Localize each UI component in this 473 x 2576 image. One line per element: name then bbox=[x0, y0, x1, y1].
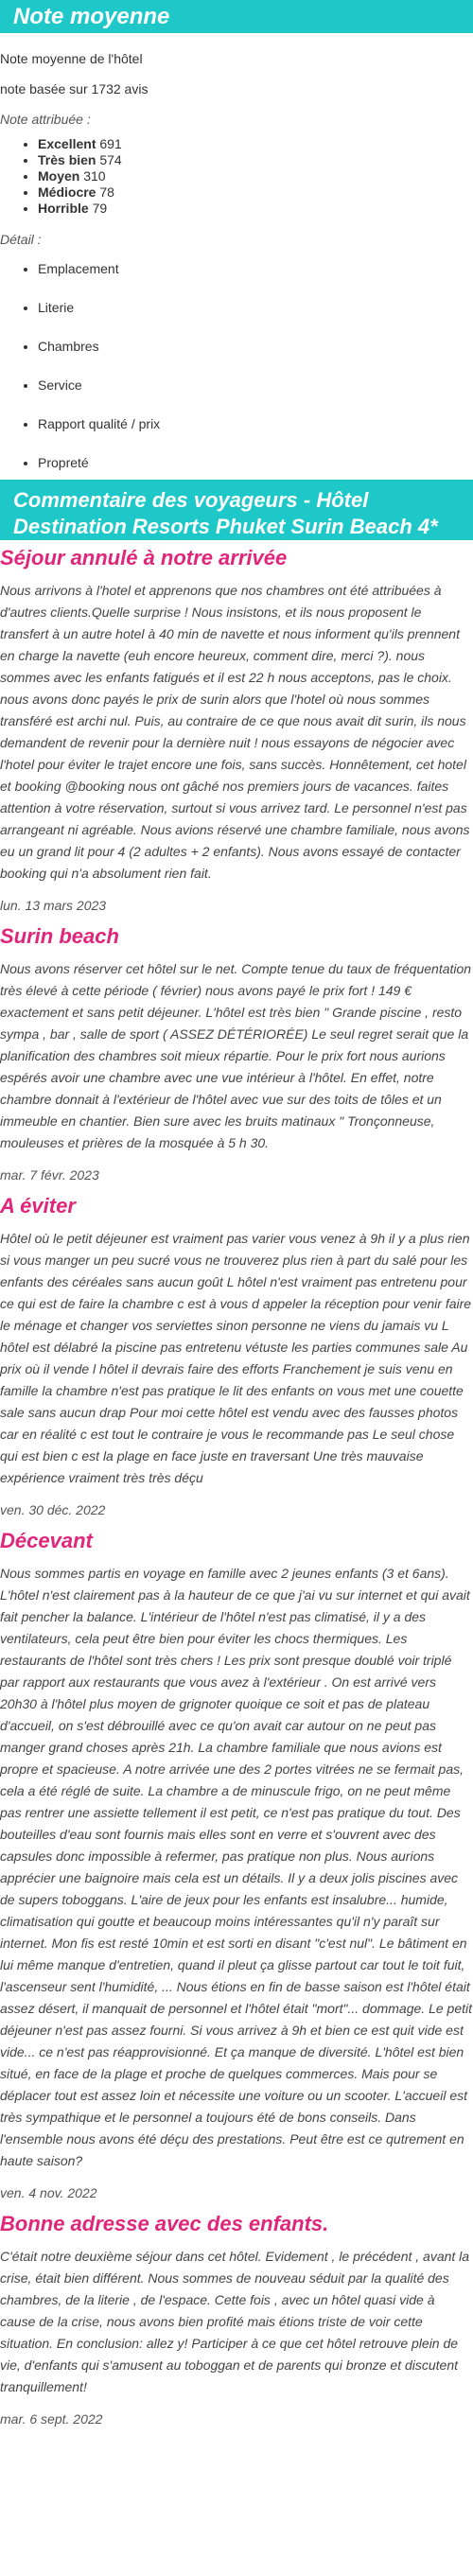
review-title: Décevant bbox=[0, 1529, 93, 1552]
review-body: Hôtel où le petit déjeuner est vraiment pas varier vous venez à 9h il y a plus rien si vous manger un peu sucré vous ne trouverez plus rien à part du salé pour les enfants des céréales sans aucun goût L hôtel n'est vraiment pas entretenu pour ce qui est de faire la chambre c est à vous d appeler la réception pour venir faire le ménage et changer vos serviettes sinon personne ne viens du jamais vu L hôtel est délabré la piscine pas entretenu vétuste les parties communes sale Au prix où il vende l hôtel il devrais faire des efforts Franchement je suis venu en famille la chambre n'est pas pratique le lit des enfants on vous met une couette sale sans aucun drap Pour moi cette hôtel est vendu avec des fausses photos car en réalité c est tout le contraire je vous le recommande pas Le seul chose qui est bien c est la plage en face juste en traversant Une très mauvaise expérience vraiment très très déçu bbox=[0, 1231, 472, 1485]
review-title: Séjour annulé à notre arrivée bbox=[0, 546, 288, 570]
detail-item: • Chambres bbox=[38, 336, 473, 358]
note-section bbox=[0, 33, 473, 474]
attributed-label: Note attribuée : bbox=[0, 112, 91, 127]
rating-label: Très bien bbox=[38, 152, 96, 167]
review-date: mar. 6 sept. 2022 bbox=[0, 2411, 103, 2427]
rating-count: 78 bbox=[99, 184, 114, 200]
review-body: Nous arrivons à l'hotel et apprenons que nos chambres ont été attribuées à d'autres clients.Quelle surprise ! Nous insistons, et ils nous proposent le transfert à un autre hotel à 40 min de navette et nous informent qu'ils prennent en charge la navette (euh encore heureux, comment dire, merci ?). nous sommes avec les enfants fatigués et il est 22 h nous acceptons, pas le choix. nous avons donc payés le prix de surin alors que l'hotel où nous sommes transféré est archi nul. Puis, au contraire de ce que nous avait dit surin, ils nous demandent de revenir pour la dernière nuit ! nous essayons de négocier avec l'hotel pour éviter le trajet encore une fois, sans succès. Honnêtement, cet hotel et booking @booking nous ont gâché nos premiers jours de vacances. faites attention à votre réservation, surtout si vous arrivez tard. Le personnel n'est pas arrangeant ni agréable. Nous avions réservé une chambre familiale, nous avons eu un grand lit pour 4 (2 adultes + 2 enfants). Nous avons essayé de contacter booking qui n'a absolument rien fait. bbox=[0, 583, 470, 881]
rating-item bbox=[38, 201, 473, 217]
note-header: Note moyenne bbox=[13, 4, 170, 29]
review-body: C'était notre deuxième séjour dans cet hôtel. Evidement , le précédent , avant la crise, était bien différent. Nous sommes de nouveau séduit par la qualité des chambres, de la literie , de l'espace. Cette fois , avec un hôtel quasi vide à cause de la crise, nous avons bien profité mais étions triste de voir cette situation. En conclusion: allez y! Participer à ce que cet hôtel retrouve plein de vie, d'enfants qui s'amusent au toboggan et de parents qui bronze et discutent tranquillement! bbox=[0, 2249, 470, 2394]
rating-label: Moyen bbox=[38, 168, 80, 184]
detail-list bbox=[0, 258, 473, 474]
rating-label: Excellent bbox=[38, 136, 96, 151]
detail-item: • Service bbox=[38, 375, 473, 396]
review-title: Bonne adresse avec des enfants. bbox=[0, 2212, 329, 2235]
review-body: Nous sommes partis en voyage en famille avec 2 jeunes enfants (3 et 6ans). L'hôtel n'est clairement pas à la hauteur de ce que j'ai vu sur internet et qui avait fait pencher la balance. L'intérieur de l'hôtel n'est pas climatisé, il y a des ventilateurs, cela peut être bien pour éviter les chocs thermiques. Les restaurants de l'hôtel sont très chers ! Les prix sont presque doublé voir triplé par rapport aux restaurants que vous avez à l'extérieur . On est arrivé vers 20h30 à l'hôtel plus moyen de grignoter quoique ce soit et pas de plateau d'accueil, on s'est débrouillé avec ce qu'on avait car autour on ne peut pas manger grand choses après 21h. La chambre familiale que nous avions est propre et spacieuse. A notre arrivée une des 2 portes vitrées ne se fermait pas, cela a été réglé de suite. La chambre a de minuscule frigo, on ne peut même pas rentrer une assiette tellement il est petit, ce n'est pas pratique du tout. Des bouteilles d'eau sont fournis mais elles sont en verre et s'ouvrent avec des capsules donc impossible à refermer, pas pratique non plus. Nous aurions apprécier une baignoire mais cela est un détails. Il y a deux jolis piscines avec de supers toboggans. L'aire de jeux pour les enfants est insalubre... humide, climatisation qui goutte et beaucoup moins intéressantes qu'il n'y paraît sur internet. Mon fis est resté 10min et est sorti en disant "c'est nul". Le bâtiment en lui même manque d'entretien, quand il pleut ça glisse partout car tout le toit fuit, l'ascenseur sent l'humidité, ... Nous étions en fin de basse saison est l'hôtel était assez désert, il manquait de personnel et l'hôtel était "mort"... dommage. Le petit déjeuner n'est pas assez fourni. Si vous arrivez à 9h et bien ce est quit vide est vide... ce n'est pas réapprovisionné. Et ça manque de diversité. L'hôtel est bien situé, en face de la plage et proche de quelques commerces. Mais pour se déplacer tout est assez loin et nécessite une voiture ou un scooter. L'accueil est très sympathique et le personnel a toujours été de bons conseils. Dans l'ensemble nous avons été déçu des prestations. Peut être est ce qutrement en haute saison? bbox=[0, 1566, 472, 2168]
rating-label: Horrible bbox=[38, 201, 89, 216]
detail-item: • Rapport qualité / prix bbox=[38, 413, 473, 435]
rating-label: Médiocre bbox=[38, 184, 96, 200]
review-date: ven. 30 déc. 2022 bbox=[0, 1502, 106, 1517]
review-title: Surin beach bbox=[0, 924, 119, 948]
review-card bbox=[0, 2210, 473, 2430]
based-on-text: note basée sur 1732 avis bbox=[0, 81, 149, 96]
rating-item bbox=[38, 184, 473, 201]
review-card bbox=[0, 1527, 473, 2204]
ratings-list bbox=[0, 136, 473, 217]
review-title: A éviter bbox=[0, 1194, 76, 1218]
review-card bbox=[0, 544, 473, 917]
review-card bbox=[0, 1192, 473, 1521]
rating-item bbox=[38, 152, 473, 168]
review-card bbox=[0, 922, 473, 1186]
detail-label: Détail : bbox=[0, 232, 42, 247]
rating-item bbox=[38, 168, 473, 184]
review-date: mar. 7 févr. 2023 bbox=[0, 1167, 99, 1183]
comments-header-band bbox=[0, 480, 473, 540]
review-date: lun. 13 mars 2023 bbox=[0, 898, 107, 913]
rating-item bbox=[38, 136, 473, 152]
detail-item: • Propreté bbox=[38, 452, 473, 474]
rating-count: 310 bbox=[83, 168, 106, 184]
hotel-rating-text: Note moyenne de l'hôtel bbox=[0, 51, 143, 66]
review-body: Nous avons réserver cet hôtel sur le net. Compte tenue du taux de fréquentation très élevé à cette période ( février) nous avons payé le prix fort ! 149 € exactement et sans petit déjeuner. L'hôtel est très bien " Grande piscine , resto sympa , bar , salle de sport ( ASSEZ DÉTÉRIORÉE) Le seul regret serait que la planification des chambres soit mieux répartie. Pour le prix fort nous aurions espérés avoir une chambre avec une vue intérieur à l'hôtel. En effet, notre chambre donnait à l'extérieur de l'hôtel avec vue sur des toits de tôles et un immeuble en chantier. Bien sure avec les bruits matinaux " Tronçonneuse, mouleuses et prières de la mosquée à 5 h 30. bbox=[0, 961, 472, 1150]
review-date: ven. 4 nov. 2022 bbox=[0, 2185, 97, 2200]
rating-count: 574 bbox=[99, 152, 122, 167]
reviews-list bbox=[0, 540, 473, 2430]
comments-header: Commentaire des voyageurs - Hôtel Destination Resorts Phuket Surin Beach 4* bbox=[13, 488, 438, 538]
note-header-band bbox=[0, 0, 473, 33]
detail-item: • Emplacement bbox=[38, 258, 473, 280]
rating-count: 79 bbox=[92, 201, 108, 216]
detail-item: • Literie bbox=[38, 297, 473, 319]
rating-count: 691 bbox=[99, 136, 122, 151]
